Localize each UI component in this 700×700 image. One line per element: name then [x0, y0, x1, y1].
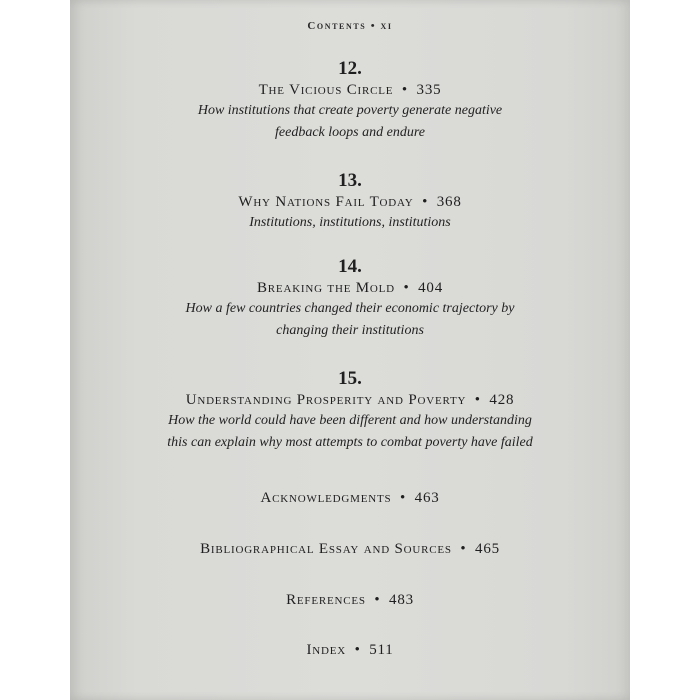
back-matter-title: Bibliographical Essay and Sources [200, 541, 452, 557]
chapter-number: 12. [338, 58, 362, 79]
back-matter-page: 511 [369, 642, 394, 658]
book-page [70, 0, 630, 700]
separator-bullet: • [460, 541, 467, 557]
toc-entry-bibliographical-essay[interactable] [70, 539, 630, 559]
chapter-page: 335 [416, 82, 442, 98]
chapter-title-line [70, 278, 630, 298]
chapter-description-line-2: feedback loops and endure [275, 125, 425, 140]
separator-bullet: • [422, 194, 429, 210]
chapter-description-line-1: How institutions that create poverty generate negative [197, 103, 503, 118]
chapter-title-line [70, 80, 630, 100]
toc-entry-chapter-13[interactable] [70, 170, 630, 234]
toc-entry-references[interactable] [70, 590, 630, 610]
back-matter-title: Index [306, 642, 346, 658]
separator-bullet: • [401, 82, 408, 98]
back-matter-title: References [286, 592, 366, 608]
chapter-description-line-1: How the world could have been different and how understanding [168, 413, 532, 428]
back-matter-page: 483 [389, 592, 414, 608]
back-matter-page: 465 [475, 541, 500, 557]
chapter-number: 13. [338, 170, 362, 191]
chapter-title: Understanding Prosperity and Poverty [185, 392, 467, 408]
separator-bullet: • [374, 592, 381, 608]
toc-entry-chapter-12[interactable] [70, 58, 630, 144]
running-head-separator: • [370, 20, 377, 32]
chapter-title: Why Nations Fail Today [238, 194, 414, 210]
separator-bullet: • [474, 392, 481, 408]
toc-entry-acknowledgments[interactable] [70, 488, 630, 508]
chapter-page: 368 [436, 194, 462, 210]
toc-entry-index[interactable] [70, 640, 630, 660]
chapter-description-line-1: Institutions, institutions, institutions [249, 215, 451, 230]
toc-entry-chapter-14[interactable] [70, 256, 630, 342]
separator-bullet: • [354, 642, 361, 658]
toc-entry-chapter-15[interactable] [70, 368, 630, 454]
chapter-title: Breaking the Mold [256, 280, 395, 296]
running-head-label: Contents [307, 20, 367, 32]
chapter-page: 428 [489, 392, 515, 408]
chapter-number: 14. [338, 256, 362, 277]
chapter-description-line-1: How a few countries changed their economic trajectory by [185, 301, 515, 316]
running-head [70, 20, 630, 32]
chapter-title: The Vicious Circle [258, 82, 394, 98]
back-matter-page: 463 [414, 490, 440, 506]
chapter-title-line [70, 192, 630, 212]
chapter-description-line-2: this can explain why most attempts to combat poverty have failed [167, 435, 533, 450]
running-head-page: xi [380, 20, 393, 32]
chapter-description-line-2: changing their institutions [276, 323, 424, 338]
chapter-number: 15. [338, 368, 362, 389]
back-matter-title: Acknowledgments [260, 490, 392, 506]
chapter-page: 404 [418, 280, 444, 296]
separator-bullet: • [403, 280, 410, 296]
chapter-title-line [70, 390, 630, 410]
separator-bullet: • [400, 490, 407, 506]
